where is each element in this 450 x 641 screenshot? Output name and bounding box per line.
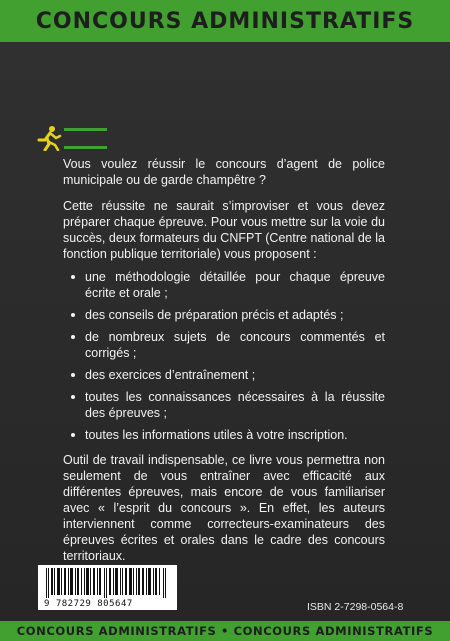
footer-title: CONCOURS ADMINISTRATIFS • CONCOURS ADMINISTRATIFS: [16, 624, 434, 638]
back-cover-text: [63, 156, 385, 571]
bottom-banner: [0, 621, 450, 641]
intro-paragraph: Vous voulez réussir le concours d’agent de police municipale ou de garde champêtre ?: [63, 157, 385, 187]
isbn: ISBN 2-7298-0564-8: [307, 601, 404, 613]
barcode-bars: [44, 568, 171, 598]
accent-line: [64, 146, 107, 149]
bullet-list: [69, 269, 385, 443]
barcode: [38, 565, 177, 610]
description-paragraph: Cette réussite ne saurait s’improviser et vous devez préparer chaque épreuve. Pour vous mettre sur la voie du succès, deux formateurs du CNFPT (Centre national de la fonction publique territoriale) vous proposent :: [63, 199, 385, 261]
closing-paragraph: Outil de travail indispensable, ce livre vous permettra non seulement de vous entraîner avec efficacité aux différentes épreuves, mais encore de vous familiariser avec « l’esprit du concours ». En effet, les auteurs interviennent comme correcteurs-examinateurs des épreuves écrites et orales dans le cadre des concours territoriaux.: [63, 453, 385, 563]
list-item: une méthodologie détaillée pour chaque épreuve écrite et orale ;: [69, 269, 385, 301]
runner-icon: [34, 125, 62, 151]
list-item: de nombreux sujets de concours commentés et corrigés ;: [69, 329, 385, 361]
series-title: CONCOURS ADMINISTRATIFS: [35, 8, 415, 34]
list-item: des conseils de préparation précis et adaptés ;: [69, 307, 385, 323]
barcode-digits: 9 782729 805647: [44, 599, 133, 609]
list-item: toutes les informations utiles à votre inscription.: [69, 427, 385, 443]
top-banner: [0, 0, 450, 42]
list-item: toutes les connaissances nécessaires à la réussite des épreuves ;: [69, 389, 385, 421]
accent-line: [64, 128, 107, 131]
list-item: des exercices d’entraînement ;: [69, 367, 385, 383]
